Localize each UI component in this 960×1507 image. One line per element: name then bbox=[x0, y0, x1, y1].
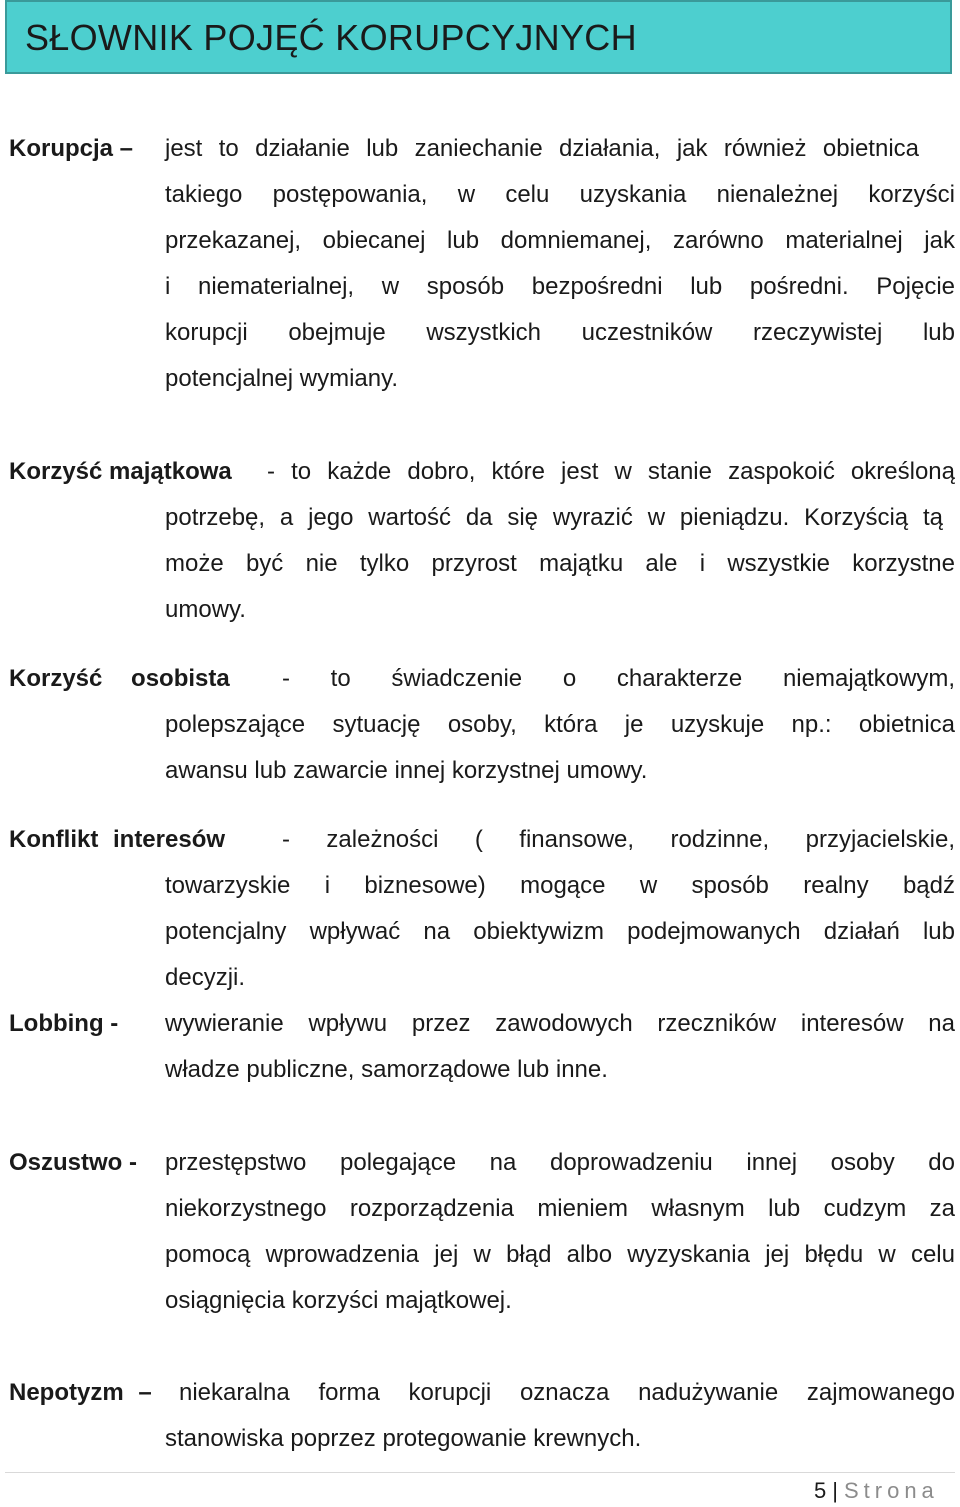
definition-line: awansu lub zawarcie innej korzystnej umowy. bbox=[165, 757, 648, 784]
term-lobbing: Lobbing - bbox=[9, 1010, 119, 1037]
definition-line: wywieranie wpływu przez zawodowych rzeczników interesów na bbox=[165, 1010, 955, 1037]
definition-line: - to każde dobro, które jest w stanie zaspokoić określoną bbox=[267, 458, 955, 485]
definition-line: korupcji obejmuje wszystkich uczestników rzeczywistej lub bbox=[165, 319, 955, 346]
definition-line: - to świadczenie o charakterze niemajątkowym, bbox=[282, 665, 955, 692]
footer-separator: | bbox=[832, 1478, 838, 1503]
definition-line: potrzebę, a jego wartość da się wyrazić w pieniądzu. Korzyścią tą bbox=[165, 504, 943, 531]
definition-line: - zależności ( finansowe, rodzinne, przyjacielskie, bbox=[282, 826, 955, 853]
definition-line: niekaralna forma korupcji oznacza nadużywanie zajmowanego bbox=[179, 1379, 955, 1406]
definition-line: takiego postępowania, w celu uzyskania nienależnej korzyści bbox=[165, 181, 955, 208]
definition-line: towarzyskie i biznesowe) mogące w sposób realny bądź bbox=[165, 872, 955, 899]
definition-line: niekorzystnego rozporządzenia mieniem własnym lub cudzym za bbox=[165, 1195, 955, 1222]
term-oszustwo: Oszustwo - bbox=[9, 1149, 138, 1176]
title-box bbox=[5, 0, 952, 74]
term-korzysc-majatkowa: Korzyść majątkowa bbox=[9, 458, 232, 485]
definition-line: pomocą wprowadzenia jej w błąd albo wyzyskania jej błędu w celu bbox=[165, 1241, 955, 1268]
term-konflikt-interesow: Konflikt interesów bbox=[9, 826, 226, 853]
definition-line: potencjalnej wymiany. bbox=[165, 365, 399, 392]
definition-line: i niematerialnej, w sposób bezpośredni lub pośredni. Pojęcie bbox=[165, 273, 955, 300]
definition-line: osiągnięcia korzyści majątkowej. bbox=[165, 1287, 512, 1314]
term-korupcja: Korupcja – bbox=[9, 135, 134, 162]
definition-line: władze publiczne, samorządowe lub inne. bbox=[165, 1056, 608, 1083]
definition-line: przekazanej, obiecanej lub domniemanej, zarówno materialnej jak bbox=[165, 227, 955, 254]
page-footer bbox=[814, 1478, 939, 1504]
definition-line: może być nie tylko przyrost majątku ale i wszystkie korzystne bbox=[165, 550, 955, 577]
footer-divider bbox=[5, 1472, 955, 1473]
page-label: Strona bbox=[843, 1478, 939, 1503]
definition-line: umowy. bbox=[165, 596, 246, 623]
definition-line: przestępstwo polegające na doprowadzeniu innej osoby do bbox=[165, 1149, 955, 1176]
page-number: 5 bbox=[814, 1478, 827, 1503]
definition-line: polepszające sytuację osoby, która je uzyskuje np.: obietnica bbox=[165, 711, 955, 738]
definition-line: decyzji. bbox=[165, 964, 246, 991]
definition-line: jest to działanie lub zaniechanie działania, jak również obietnica bbox=[165, 135, 919, 162]
term-nepotyzm: Nepotyzm – bbox=[9, 1379, 152, 1406]
page-title: SŁOWNIK POJĘĆ KORUPCYJNYCH bbox=[25, 17, 637, 58]
term-korzysc-osobista: Korzyść osobista bbox=[9, 665, 230, 692]
definition-line: potencjalny wpływać na obiektywizm podejmowanych działań lub bbox=[165, 918, 955, 945]
definition-line: stanowiska poprzez protegowanie krewnych. bbox=[165, 1425, 642, 1452]
